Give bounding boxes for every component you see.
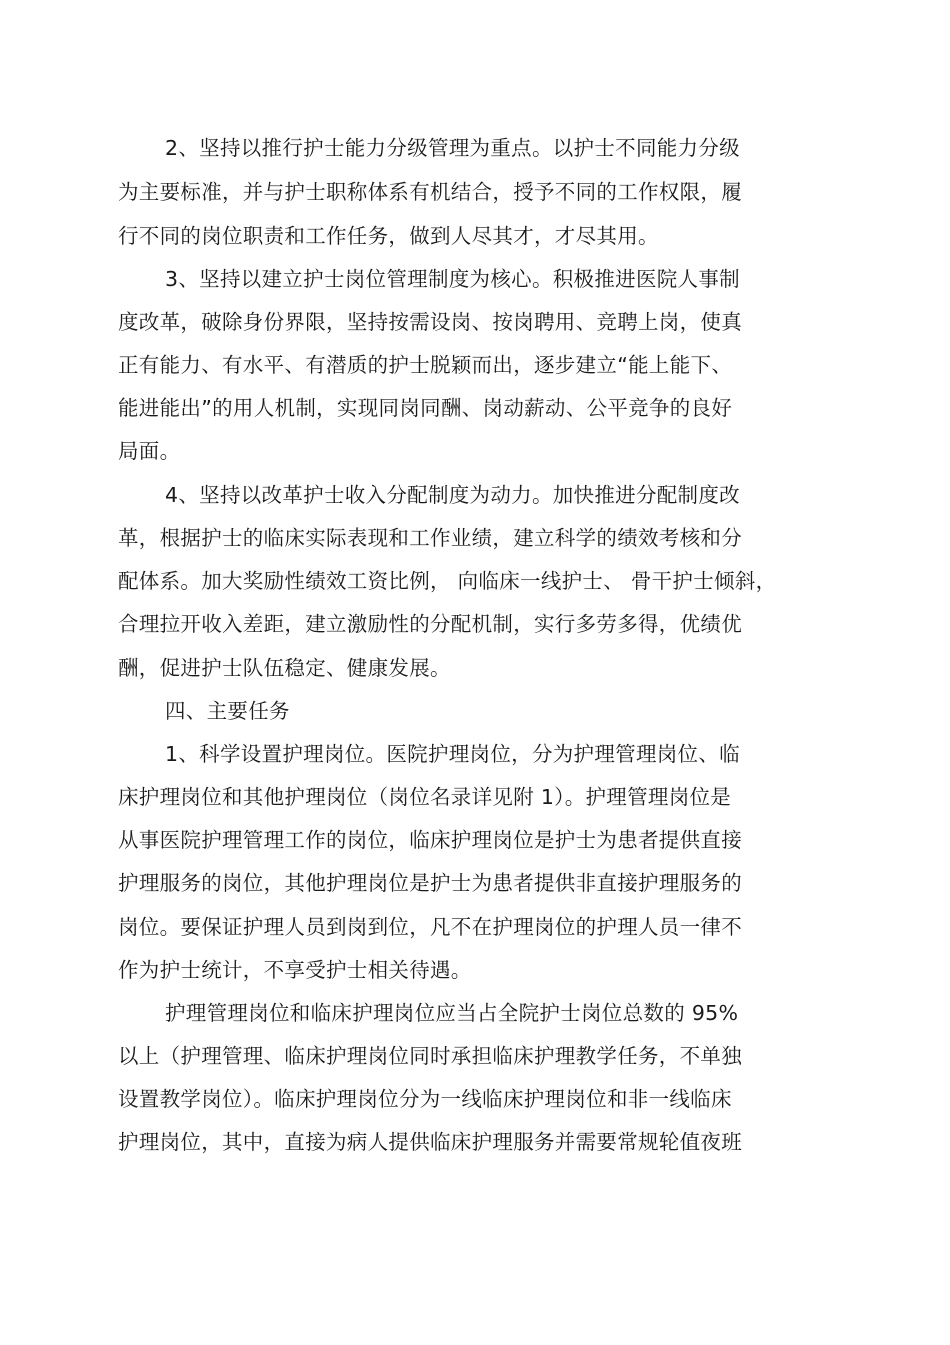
section-heading: 四、主要任务 [165, 699, 290, 723]
text-line: 护理岗位，其中，直接为病人提供临床护理服务并需要常规轮值夜班 [118, 1130, 742, 1154]
text-line: 4、坚持以改革护士收入分配制度为动力。加快推进分配制度改 [165, 483, 740, 507]
text-line: 2、坚持以推行护士能力分级管理为重点。以护士不同能力分级 [165, 136, 740, 160]
text-line: 配体系。加大奖励性绩效工资比例， 向临床一线护士、 骨干护士倾斜， [118, 569, 777, 593]
text-line: 以上（护理管理、临床护理岗位同时承担临床护理教学任务，不单独 [118, 1044, 742, 1068]
text-line: 作为护士统计，不享受护士相关待遇。 [118, 958, 472, 982]
text-line: 3、坚持以建立护士岗位管理制度为核心。积极推进医院人事制 [165, 267, 740, 291]
text-line: 设置教学岗位）。临床护理岗位分为一线临床护理岗位和非一线临床 [118, 1087, 732, 1111]
text-line: 床护理岗位和其他护理岗位（岗位名录详见附 1）。护理管理岗位是 [118, 785, 732, 809]
text-line: 护理管理岗位和临床护理岗位应当占全院护士岗位总数的 95% [165, 1001, 739, 1025]
text-line: 度改革，破除身份界限，坚持按需设岗、按岗聘用、竞聘上岗，使真 [118, 310, 742, 334]
text-line: 合理拉开收入差距，建立激励性的分配机制，实行多劳多得，优绩优 [118, 612, 742, 636]
text-line: 为主要标准，并与护士职称体系有机结合，授予不同的工作权限，履 [118, 180, 742, 204]
text-line: 能进能出”的用人机制，实现同岗同酬、岗动薪动、公平竞争的良好 [118, 396, 733, 420]
text-line: 护理服务的岗位，其他护理岗位是护士为患者提供非直接护理服务的 [118, 871, 742, 895]
text-line: 正有能力、有水平、有潜质的护士脱颖而出，逐步建立“能上能下、 [118, 353, 733, 377]
text-line: 革，根据护士的临床实际表现和工作业绩，建立科学的绩效考核和分 [118, 526, 742, 550]
text-line: 行不同的岗位职责和工作任务，做到人尽其才，才尽其用。 [118, 224, 659, 248]
text-line: 1、科学设置护理岗位。医院护理岗位，分为护理管理岗位、临 [165, 742, 740, 766]
text-line: 局面。 [118, 439, 181, 463]
text-line: 从事医院护理管理工作的岗位，临床护理岗位是护士为患者提供直接 [118, 828, 742, 852]
text-line: 酬，促进护士队伍稳定、健康发展。 [118, 656, 451, 680]
text-line: 岗位。要保证护理人员到岗到位，凡不在护理岗位的护理人员一律不 [118, 915, 742, 939]
